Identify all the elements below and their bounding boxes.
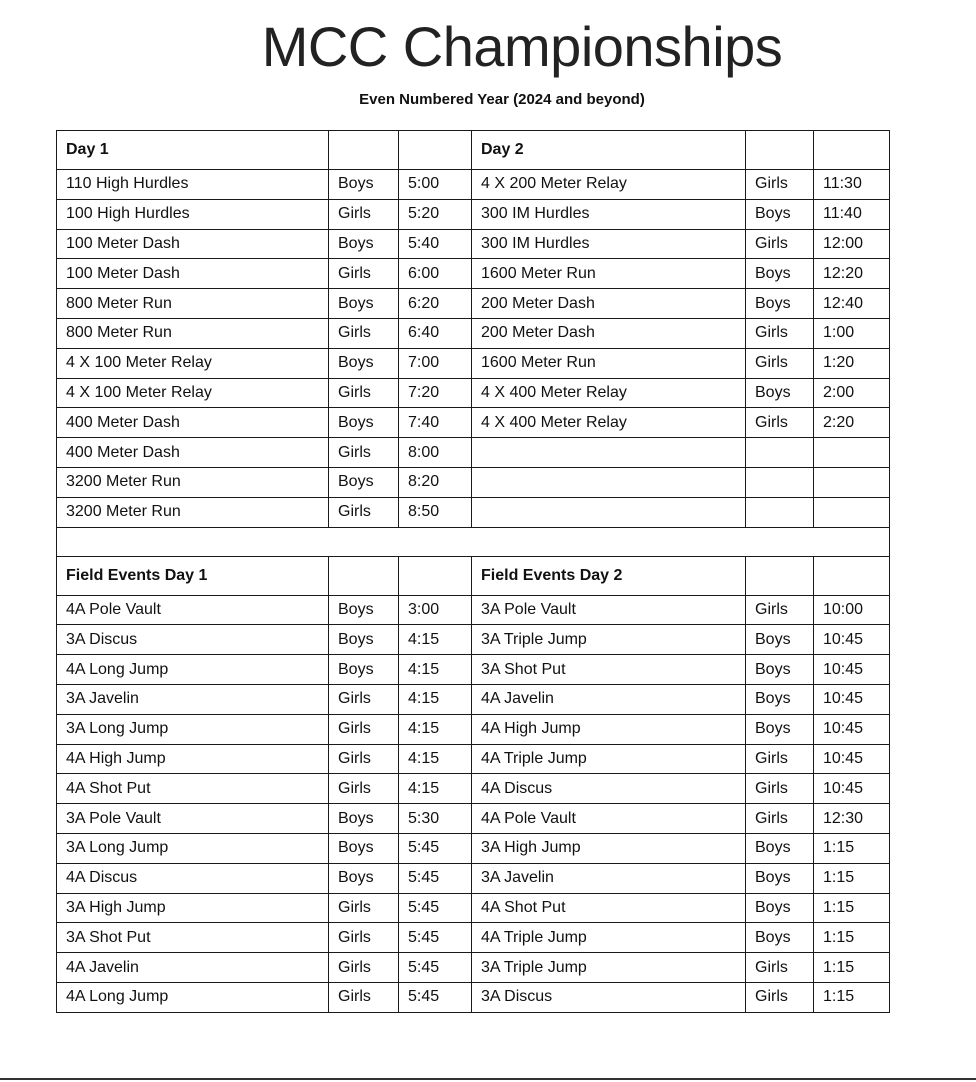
day2-event-cell: 1600 Meter Run [472, 259, 746, 289]
schedule-table [56, 130, 890, 1013]
day1-gender-cell: Boys [329, 229, 399, 259]
section-spacer-row [57, 527, 890, 556]
day1-event-cell: 800 Meter Run [57, 289, 329, 319]
track-event-row [57, 199, 890, 229]
day1-time-cell: 5:45 [399, 863, 472, 893]
day2-event-cell: 3A Javelin [472, 863, 746, 893]
day1-event-cell: 400 Meter Dash [57, 408, 329, 438]
empty-cell [814, 556, 890, 595]
day1-gender-cell: Boys [329, 595, 399, 625]
day2-event-cell: 4A Discus [472, 774, 746, 804]
field-event-row [57, 804, 890, 834]
day1-event-cell: 3A Javelin [57, 684, 329, 714]
day2-gender-cell: Boys [746, 893, 814, 923]
day1-event-cell: 4 X 100 Meter Relay [57, 348, 329, 378]
empty-cell [746, 131, 814, 170]
day1-gender-cell: Boys [329, 408, 399, 438]
day1-event-cell: 3A Shot Put [57, 923, 329, 953]
day1-gender-cell: Girls [329, 714, 399, 744]
day1-gender-cell: Boys [329, 655, 399, 685]
day1-event-cell: 4A Pole Vault [57, 595, 329, 625]
track-event-row [57, 378, 890, 408]
day1-time-cell: 4:15 [399, 714, 472, 744]
day2-time-cell: 1:15 [814, 893, 890, 923]
day2-gender-cell: Boys [746, 684, 814, 714]
day2-event-cell: 4 X 400 Meter Relay [472, 408, 746, 438]
day2-time-cell: 1:20 [814, 348, 890, 378]
day2-header: Day 2 [472, 131, 746, 170]
day2-gender-cell: Boys [746, 655, 814, 685]
day2-time-cell: 1:15 [814, 953, 890, 983]
day1-gender-cell: Girls [329, 199, 399, 229]
field-event-row [57, 923, 890, 953]
day1-gender-cell: Girls [329, 953, 399, 983]
day2-event-cell: 4 X 400 Meter Relay [472, 378, 746, 408]
day2-gender-cell: Girls [746, 408, 814, 438]
day1-time-cell: 5:40 [399, 229, 472, 259]
day1-event-cell: 100 High Hurdles [57, 199, 329, 229]
track-event-row [57, 289, 890, 319]
day2-time-cell [814, 497, 890, 527]
day2-time-cell [814, 467, 890, 497]
day2-time-cell: 10:45 [814, 774, 890, 804]
day1-time-cell: 3:00 [399, 595, 472, 625]
day2-gender-cell: Boys [746, 714, 814, 744]
day1-gender-cell: Girls [329, 774, 399, 804]
day1-time-cell: 6:40 [399, 318, 472, 348]
field-event-row [57, 982, 890, 1012]
field-event-row [57, 833, 890, 863]
day1-event-cell: 3A High Jump [57, 893, 329, 923]
track-event-row [57, 438, 890, 468]
page-subtitle: Even Numbered Year (2024 and beyond) [359, 91, 645, 108]
track-header-row [57, 131, 890, 170]
day1-event-cell: 3A Pole Vault [57, 804, 329, 834]
day2-gender-cell: Girls [746, 170, 814, 200]
day2-time-cell: 2:00 [814, 378, 890, 408]
track-event-row [57, 467, 890, 497]
day1-gender-cell: Boys [329, 467, 399, 497]
day2-gender-cell: Boys [746, 863, 814, 893]
day1-event-cell: 3200 Meter Run [57, 467, 329, 497]
day2-event-cell: 3A Shot Put [472, 655, 746, 685]
empty-cell [399, 131, 472, 170]
day1-gender-cell: Boys [329, 863, 399, 893]
empty-cell [814, 131, 890, 170]
day2-event-cell: 200 Meter Dash [472, 318, 746, 348]
day2-time-cell: 10:45 [814, 655, 890, 685]
day2-time-cell: 10:45 [814, 744, 890, 774]
day2-time-cell: 10:45 [814, 625, 890, 655]
day1-gender-cell: Girls [329, 982, 399, 1012]
day2-time-cell [814, 438, 890, 468]
day2-gender-cell: Boys [746, 289, 814, 319]
track-event-row [57, 259, 890, 289]
day2-event-cell [472, 497, 746, 527]
day1-gender-cell: Boys [329, 804, 399, 834]
day1-time-cell: 4:15 [399, 744, 472, 774]
day2-event-cell: 200 Meter Dash [472, 289, 746, 319]
day1-event-cell: 400 Meter Dash [57, 438, 329, 468]
day1-event-cell: 3200 Meter Run [57, 497, 329, 527]
day1-time-cell: 4:15 [399, 774, 472, 804]
day1-event-cell: 800 Meter Run [57, 318, 329, 348]
field-event-row [57, 774, 890, 804]
day1-gender-cell: Boys [329, 625, 399, 655]
track-event-row [57, 408, 890, 438]
day2-time-cell: 10:45 [814, 684, 890, 714]
day2-gender-cell: Girls [746, 774, 814, 804]
track-event-row [57, 348, 890, 378]
day2-time-cell: 1:15 [814, 982, 890, 1012]
field-event-row [57, 684, 890, 714]
day2-gender-cell [746, 467, 814, 497]
day2-time-cell: 12:00 [814, 229, 890, 259]
day2-event-cell: 4A Shot Put [472, 893, 746, 923]
day1-event-cell: 4A Long Jump [57, 655, 329, 685]
field-event-row [57, 595, 890, 625]
day2-gender-cell: Girls [746, 595, 814, 625]
day1-gender-cell: Girls [329, 744, 399, 774]
day1-header: Day 1 [57, 131, 329, 170]
day2-gender-cell: Boys [746, 923, 814, 953]
day2-gender-cell: Boys [746, 259, 814, 289]
day2-event-cell: 4A Pole Vault [472, 804, 746, 834]
day1-time-cell: 7:20 [399, 378, 472, 408]
day1-time-cell: 6:20 [399, 289, 472, 319]
field-event-row [57, 893, 890, 923]
empty-cell [746, 556, 814, 595]
day2-gender-cell [746, 497, 814, 527]
day2-time-cell: 11:40 [814, 199, 890, 229]
day2-gender-cell [746, 438, 814, 468]
day1-gender-cell: Boys [329, 170, 399, 200]
day1-time-cell: 7:40 [399, 408, 472, 438]
day1-time-cell: 8:50 [399, 497, 472, 527]
day2-time-cell: 2:20 [814, 408, 890, 438]
track-event-row [57, 318, 890, 348]
day2-gender-cell: Girls [746, 982, 814, 1012]
day1-time-cell: 7:00 [399, 348, 472, 378]
day1-time-cell: 4:15 [399, 655, 472, 685]
day2-event-cell: 3A Discus [472, 982, 746, 1012]
day1-event-cell: 4A Shot Put [57, 774, 329, 804]
day1-time-cell: 5:00 [399, 170, 472, 200]
schedule-body [57, 131, 890, 1013]
day2-time-cell: 12:20 [814, 259, 890, 289]
field-event-row [57, 714, 890, 744]
day2-event-cell: 4 X 200 Meter Relay [472, 170, 746, 200]
day2-gender-cell: Girls [746, 348, 814, 378]
day1-time-cell: 4:15 [399, 684, 472, 714]
day2-time-cell: 12:40 [814, 289, 890, 319]
day2-event-cell: 4A High Jump [472, 714, 746, 744]
day1-time-cell: 5:45 [399, 953, 472, 983]
day1-time-cell: 8:20 [399, 467, 472, 497]
day1-gender-cell: Girls [329, 923, 399, 953]
day2-gender-cell: Boys [746, 625, 814, 655]
day2-event-cell: 4A Triple Jump [472, 923, 746, 953]
day1-event-cell: 110 High Hurdles [57, 170, 329, 200]
day1-gender-cell: Girls [329, 893, 399, 923]
day2-gender-cell: Girls [746, 318, 814, 348]
day2-time-cell: 11:30 [814, 170, 890, 200]
day2-gender-cell: Girls [746, 744, 814, 774]
day1-gender-cell: Boys [329, 289, 399, 319]
field-event-row [57, 625, 890, 655]
day2-time-cell: 1:15 [814, 923, 890, 953]
day1-gender-cell: Girls [329, 497, 399, 527]
track-event-row [57, 497, 890, 527]
day1-gender-cell: Girls [329, 318, 399, 348]
day1-gender-cell: Boys [329, 348, 399, 378]
day2-time-cell: 12:30 [814, 804, 890, 834]
empty-cell [329, 556, 399, 595]
page-title: MCC Championships [261, 15, 783, 78]
day1-time-cell: 8:00 [399, 438, 472, 468]
day1-event-cell: 100 Meter Dash [57, 229, 329, 259]
day1-event-cell: 3A Long Jump [57, 833, 329, 863]
day2-gender-cell: Boys [746, 199, 814, 229]
track-event-row [57, 229, 890, 259]
day1-event-cell: 4 X 100 Meter Relay [57, 378, 329, 408]
day1-event-cell: 3A Discus [57, 625, 329, 655]
day2-gender-cell: Boys [746, 378, 814, 408]
day1-time-cell: 5:45 [399, 923, 472, 953]
day2-event-cell: 3A High Jump [472, 833, 746, 863]
day2-event-cell: 300 IM Hurdles [472, 199, 746, 229]
day1-event-cell: 4A High Jump [57, 744, 329, 774]
day1-time-cell: 5:30 [399, 804, 472, 834]
day2-time-cell: 1:00 [814, 318, 890, 348]
day1-time-cell: 6:00 [399, 259, 472, 289]
day1-event-cell: 100 Meter Dash [57, 259, 329, 289]
day2-time-cell: 1:15 [814, 863, 890, 893]
day2-time-cell: 10:45 [814, 714, 890, 744]
track-event-row [57, 170, 890, 200]
field-day2-header: Field Events Day 2 [472, 556, 746, 595]
day1-gender-cell: Girls [329, 438, 399, 468]
day1-gender-cell: Boys [329, 833, 399, 863]
bottom-divider [0, 1078, 976, 1080]
day1-event-cell: 4A Javelin [57, 953, 329, 983]
day1-gender-cell: Girls [329, 378, 399, 408]
field-event-row [57, 953, 890, 983]
day2-gender-cell: Girls [746, 953, 814, 983]
day1-time-cell: 5:45 [399, 833, 472, 863]
day2-gender-cell: Girls [746, 804, 814, 834]
day1-event-cell: 4A Discus [57, 863, 329, 893]
day1-gender-cell: Girls [329, 259, 399, 289]
day1-event-cell: 3A Long Jump [57, 714, 329, 744]
day1-event-cell: 4A Long Jump [57, 982, 329, 1012]
empty-cell [399, 556, 472, 595]
day2-event-cell: 4A Javelin [472, 684, 746, 714]
field-event-row [57, 744, 890, 774]
spacer-cell [57, 527, 890, 556]
field-event-row [57, 655, 890, 685]
day1-time-cell: 5:45 [399, 982, 472, 1012]
day2-time-cell: 10:00 [814, 595, 890, 625]
day1-time-cell: 4:15 [399, 625, 472, 655]
day2-event-cell [472, 467, 746, 497]
day1-time-cell: 5:45 [399, 893, 472, 923]
field-day1-header: Field Events Day 1 [57, 556, 329, 595]
day2-gender-cell: Boys [746, 833, 814, 863]
day2-event-cell: 3A Triple Jump [472, 625, 746, 655]
day2-event-cell: 3A Triple Jump [472, 953, 746, 983]
day2-time-cell: 1:15 [814, 833, 890, 863]
day1-gender-cell: Girls [329, 684, 399, 714]
day2-event-cell: 300 IM Hurdles [472, 229, 746, 259]
day1-time-cell: 5:20 [399, 199, 472, 229]
day2-event-cell: 3A Pole Vault [472, 595, 746, 625]
day2-event-cell [472, 438, 746, 468]
day2-gender-cell: Girls [746, 229, 814, 259]
empty-cell [329, 131, 399, 170]
field-event-row [57, 863, 890, 893]
day2-event-cell: 1600 Meter Run [472, 348, 746, 378]
field-header-row [57, 556, 890, 595]
day2-event-cell: 4A Triple Jump [472, 744, 746, 774]
